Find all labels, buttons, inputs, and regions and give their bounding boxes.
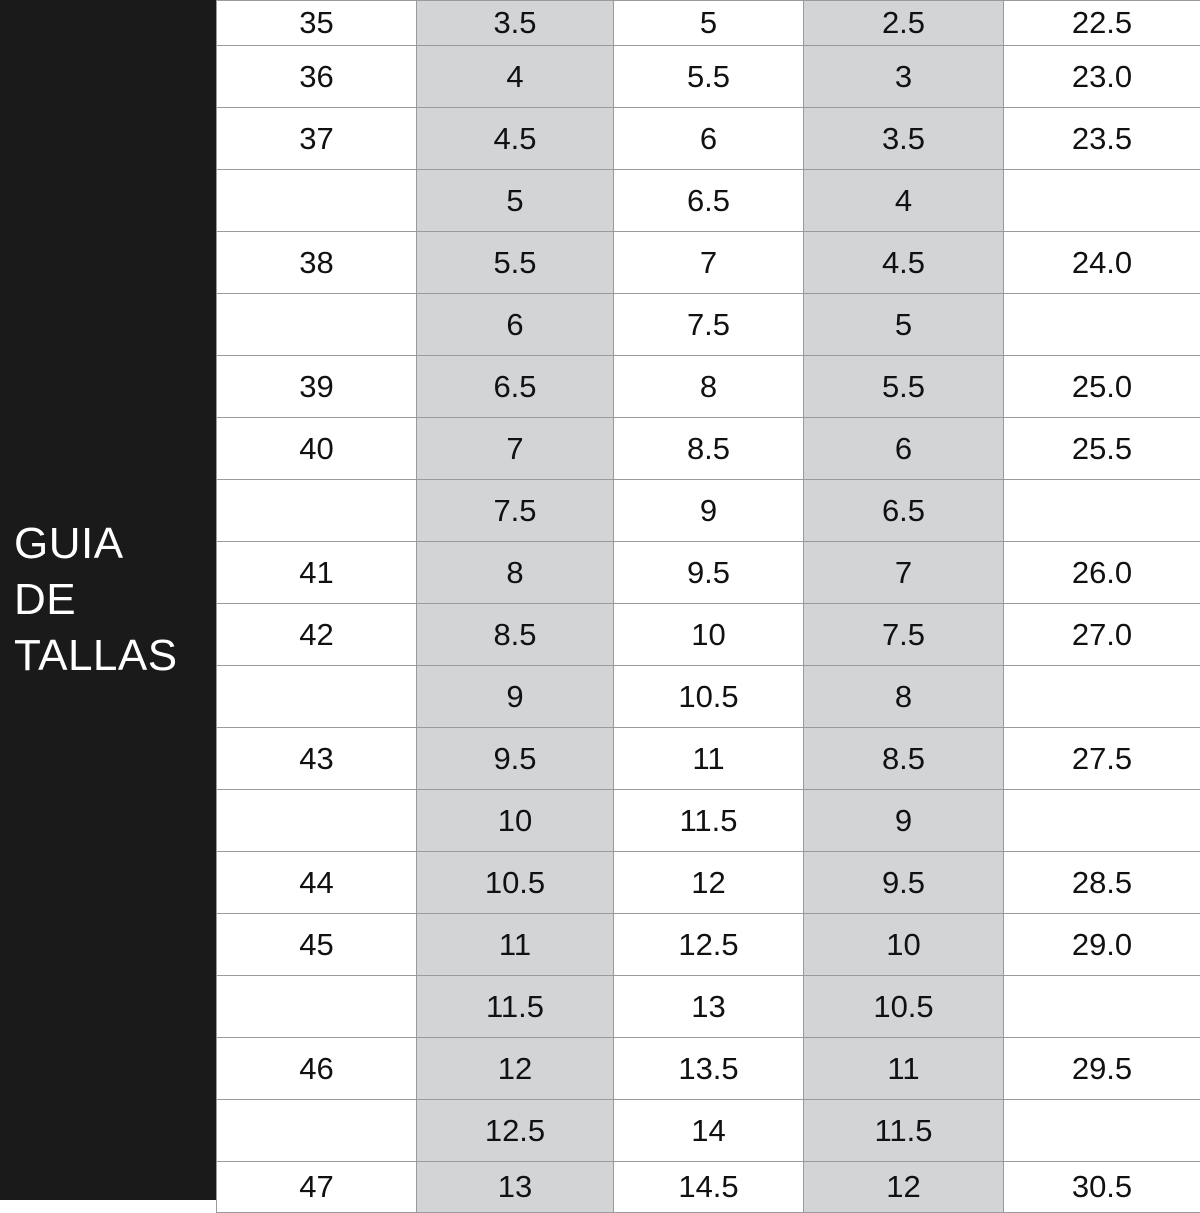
- table-row: [217, 604, 1200, 666]
- table-cell-us_women: 5: [804, 294, 1004, 356]
- table-cell-uk: 13.5: [614, 1038, 804, 1100]
- table-cell-cm: 27.5: [1004, 728, 1200, 790]
- table-cell-us_men: 13: [417, 1162, 614, 1213]
- table-cell-cm: 24.0: [1004, 232, 1200, 294]
- table-cell-cm: 25.0: [1004, 356, 1200, 418]
- table-cell-eu: 46: [217, 1038, 417, 1100]
- table-row: [217, 542, 1200, 604]
- table-cell-us_women: 7.5: [804, 604, 1004, 666]
- table-cell-us_men: 10: [417, 790, 614, 852]
- table-cell-us_men: 6.5: [417, 356, 614, 418]
- table-cell-cm: [1004, 1100, 1200, 1162]
- table-cell-cm: 30.5: [1004, 1162, 1200, 1213]
- table-cell-uk: 14: [614, 1100, 804, 1162]
- table-cell-eu: 38: [217, 232, 417, 294]
- table-cell-cm: 29.5: [1004, 1038, 1200, 1100]
- table-cell-uk: 8: [614, 356, 804, 418]
- table-cell-cm: 28.5: [1004, 852, 1200, 914]
- table-cell-eu: [217, 666, 417, 728]
- table-cell-uk: 12.5: [614, 914, 804, 976]
- table-cell-uk: 8.5: [614, 418, 804, 480]
- table-cell-cm: 27.0: [1004, 604, 1200, 666]
- table-cell-us_men: 8: [417, 542, 614, 604]
- table-row: [217, 418, 1200, 480]
- table-row: [217, 480, 1200, 542]
- table-cell-cm: [1004, 294, 1200, 356]
- table-cell-uk: 14.5: [614, 1162, 804, 1213]
- table-cell-eu: 36: [217, 46, 417, 108]
- table-cell-cm: [1004, 170, 1200, 232]
- sidebar-title-line-2: DE: [14, 572, 76, 628]
- table-cell-us_men: 3.5: [417, 1, 614, 46]
- table-cell-us_women: 3: [804, 46, 1004, 108]
- table-cell-us_men: 5: [417, 170, 614, 232]
- table-cell-eu: [217, 976, 417, 1038]
- table-cell-us_women: 11.5: [804, 1100, 1004, 1162]
- table-cell-us_men: 9: [417, 666, 614, 728]
- table-cell-uk: 7.5: [614, 294, 804, 356]
- table-row: [217, 294, 1200, 356]
- table-cell-us_women: 12: [804, 1162, 1004, 1213]
- table-cell-us_women: 11: [804, 1038, 1004, 1100]
- table-cell-eu: [217, 294, 417, 356]
- table-cell-eu: 39: [217, 356, 417, 418]
- table-row: [217, 356, 1200, 418]
- table-cell-us_men: 9.5: [417, 728, 614, 790]
- table-cell-us_women: 4.5: [804, 232, 1004, 294]
- table-cell-eu: 37: [217, 108, 417, 170]
- size-table: [216, 0, 1200, 1213]
- table-cell-eu: 42: [217, 604, 417, 666]
- table-cell-us_women: 6.5: [804, 480, 1004, 542]
- table-cell-us_men: 11.5: [417, 976, 614, 1038]
- table-cell-cm: [1004, 790, 1200, 852]
- table-cell-uk: 11.5: [614, 790, 804, 852]
- table-row: [217, 170, 1200, 232]
- table-cell-cm: 23.5: [1004, 108, 1200, 170]
- table-cell-us_men: 10.5: [417, 852, 614, 914]
- table-cell-cm: [1004, 976, 1200, 1038]
- table-cell-cm: [1004, 480, 1200, 542]
- table-cell-uk: 10.5: [614, 666, 804, 728]
- table-cell-us_women: 10.5: [804, 976, 1004, 1038]
- table-cell-uk: 9: [614, 480, 804, 542]
- table-row: [217, 976, 1200, 1038]
- table-cell-us_men: 7.5: [417, 480, 614, 542]
- table-cell-us_women: 9.5: [804, 852, 1004, 914]
- table-cell-eu: 40: [217, 418, 417, 480]
- table-cell-us_men: 6: [417, 294, 614, 356]
- table-row: [217, 232, 1200, 294]
- table-cell-uk: 12: [614, 852, 804, 914]
- table-cell-eu: 45: [217, 914, 417, 976]
- table-cell-uk: 5: [614, 1, 804, 46]
- table-cell-uk: 7: [614, 232, 804, 294]
- table-cell-uk: 13: [614, 976, 804, 1038]
- table-cell-us_men: 11: [417, 914, 614, 976]
- table-cell-us_women: 10: [804, 914, 1004, 976]
- table-cell-eu: [217, 1100, 417, 1162]
- table-cell-eu: 35: [217, 1, 417, 46]
- table-cell-eu: 41: [217, 542, 417, 604]
- table-cell-eu: [217, 480, 417, 542]
- table-cell-cm: 23.0: [1004, 46, 1200, 108]
- table-cell-us_men: 12: [417, 1038, 614, 1100]
- table-cell-eu: 43: [217, 728, 417, 790]
- table-cell-eu: 44: [217, 852, 417, 914]
- table-cell-us_men: 5.5: [417, 232, 614, 294]
- table-cell-uk: 6: [614, 108, 804, 170]
- table-cell-us_women: 8.5: [804, 728, 1004, 790]
- table-row: [217, 728, 1200, 790]
- table-cell-us_men: 4: [417, 46, 614, 108]
- table-cell-uk: 9.5: [614, 542, 804, 604]
- sidebar-title-line-3: TALLAS: [14, 628, 178, 684]
- table-row: [217, 1100, 1200, 1162]
- table-row: [217, 666, 1200, 728]
- table-cell-cm: 29.0: [1004, 914, 1200, 976]
- table-row: [217, 1162, 1200, 1213]
- sidebar-title-line-1: GUIA: [14, 516, 124, 572]
- table-cell-us_women: 4: [804, 170, 1004, 232]
- table-cell-uk: 6.5: [614, 170, 804, 232]
- table-row: [217, 914, 1200, 976]
- table-cell-us_men: 12.5: [417, 1100, 614, 1162]
- table-cell-us_women: 3.5: [804, 108, 1004, 170]
- table-cell-us_women: 2.5: [804, 1, 1004, 46]
- table-cell-uk: 5.5: [614, 46, 804, 108]
- table-cell-us_men: 7: [417, 418, 614, 480]
- table-cell-eu: [217, 790, 417, 852]
- table-cell-eu: [217, 170, 417, 232]
- table-cell-cm: 22.5: [1004, 1, 1200, 46]
- table-cell-us_men: 8.5: [417, 604, 614, 666]
- size-table-container: [216, 0, 1200, 1200]
- table-cell-uk: 11: [614, 728, 804, 790]
- table-cell-cm: [1004, 666, 1200, 728]
- table-cell-eu: 47: [217, 1162, 417, 1213]
- table-cell-us_men: 4.5: [417, 108, 614, 170]
- table-cell-us_women: 6: [804, 418, 1004, 480]
- table-cell-uk: 10: [614, 604, 804, 666]
- table-cell-us_women: 9: [804, 790, 1004, 852]
- table-cell-us_women: 7: [804, 542, 1004, 604]
- table-row: [217, 852, 1200, 914]
- sidebar-size-guide-title: [0, 0, 216, 1200]
- table-row: [217, 1, 1200, 46]
- table-row: [217, 108, 1200, 170]
- table-cell-cm: 25.5: [1004, 418, 1200, 480]
- table-row: [217, 46, 1200, 108]
- table-row: [217, 790, 1200, 852]
- table-cell-us_women: 8: [804, 666, 1004, 728]
- table-row: [217, 1038, 1200, 1100]
- table-cell-cm: 26.0: [1004, 542, 1200, 604]
- table-cell-us_women: 5.5: [804, 356, 1004, 418]
